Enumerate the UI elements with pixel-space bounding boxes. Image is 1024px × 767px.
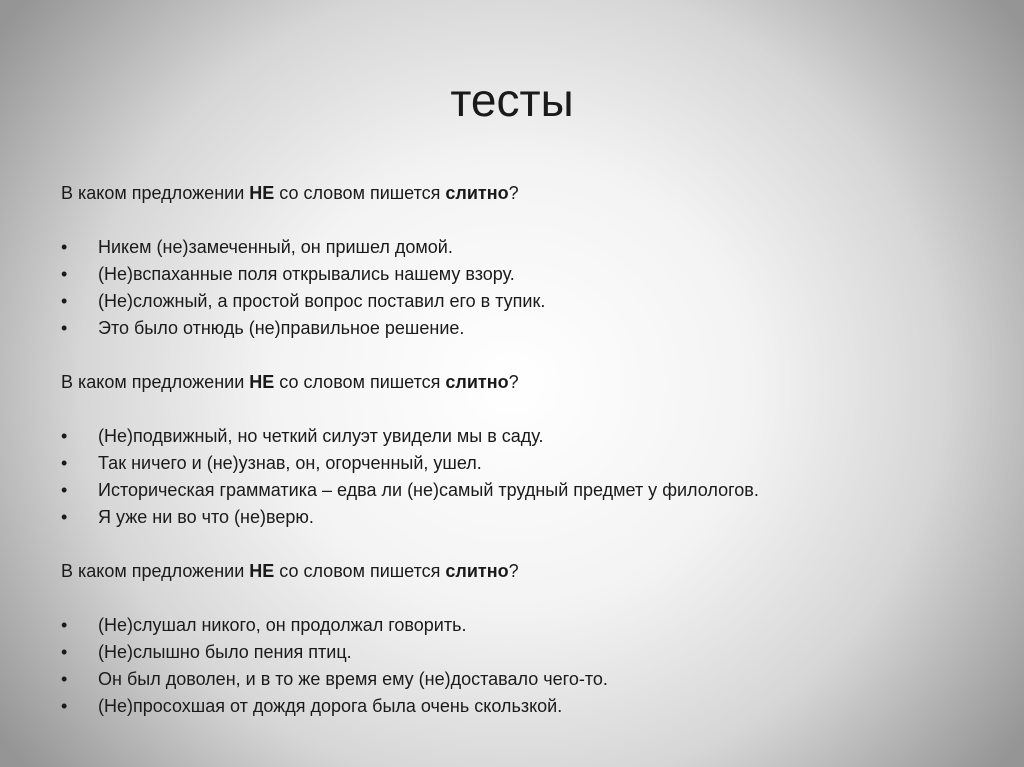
answer-option-text: (Не)подвижный, но четкий силуэт увидели мы в саду.	[98, 426, 544, 446]
spacer	[61, 207, 961, 234]
spacer	[61, 585, 961, 612]
answer-option-text: (Не)слушал никого, он продолжал говорить.	[98, 615, 467, 635]
answer-option-text: Никем (не)замеченный, он пришел домой.	[98, 237, 453, 257]
bullet-icon: •	[61, 291, 68, 311]
question-prompt-bold-slitno: слитно	[445, 372, 509, 392]
answer-option-text: (Не)слышно было пения птиц.	[98, 642, 352, 662]
bullet-icon: •	[61, 480, 68, 500]
question-prompt-text: ?	[508, 183, 519, 203]
question-prompt-text: со словом пишется	[274, 183, 446, 203]
answer-option-text: (Не)сложный, а простой вопрос поставил его в тупик.	[98, 291, 546, 311]
bullet-icon: •	[61, 615, 68, 635]
answer-option-text: (Не)вспаханные поля открывались нашему взору.	[98, 264, 515, 284]
answer-option	[61, 450, 961, 477]
bullet-icon: •	[61, 453, 68, 473]
answer-option-text: Историческая грамматика – едва ли (не)самый трудный предмет у филологов.	[98, 480, 759, 500]
question-3-prompt	[61, 558, 961, 585]
question-prompt-text: ?	[508, 561, 519, 581]
question-prompt-text: со словом пишется	[274, 372, 446, 392]
bullet-icon: •	[61, 237, 68, 257]
answer-option	[61, 639, 961, 666]
answer-option-text: Я уже ни во что (не)верю.	[98, 507, 314, 527]
answer-option	[61, 693, 961, 720]
bullet-icon: •	[61, 696, 68, 716]
answer-option	[61, 666, 961, 693]
answer-option	[61, 477, 961, 504]
bullet-icon: •	[61, 264, 68, 284]
slide-body	[61, 180, 961, 720]
bullet-icon: •	[61, 318, 68, 338]
spacer	[61, 531, 961, 558]
question-prompt-text: В каком предложении	[61, 561, 250, 581]
question-1-prompt	[61, 180, 961, 207]
answer-option	[61, 234, 961, 261]
answer-option-text: Он был доволен, и в то же время ему (не)доставало чего-то.	[98, 669, 608, 689]
question-prompt-bold-ne: НЕ	[249, 183, 275, 203]
bullet-icon: •	[61, 507, 68, 527]
question-prompt-text: ?	[508, 372, 519, 392]
bullet-icon: •	[61, 669, 68, 689]
bullet-icon: •	[61, 426, 68, 446]
spacer	[61, 396, 961, 423]
answer-option-text: Так ничего и (не)узнав, он, огорченный, ушел.	[98, 453, 482, 473]
question-2-prompt	[61, 369, 961, 396]
question-prompt-bold-ne: НЕ	[249, 372, 275, 392]
answer-option	[61, 288, 961, 315]
question-prompt-text: со словом пишется	[274, 561, 446, 581]
answer-option	[61, 261, 961, 288]
question-prompt-bold-ne: НЕ	[249, 561, 275, 581]
answer-option	[61, 315, 961, 342]
question-prompt-bold-slitno: слитно	[445, 183, 509, 203]
answer-option-text: Это было отнюдь (не)правильное решение.	[98, 318, 465, 338]
bullet-icon: •	[61, 642, 68, 662]
answer-option	[61, 612, 961, 639]
spacer	[61, 342, 961, 369]
answer-option	[61, 504, 961, 531]
question-prompt-bold-slitno: слитно	[445, 561, 509, 581]
question-prompt-text: В каком предложении	[61, 372, 250, 392]
answer-option	[61, 423, 961, 450]
slide-title: тесты	[450, 74, 574, 126]
answer-option-text: (Не)просохшая от дождя дорога была очень скользкой.	[98, 696, 563, 716]
question-prompt-text: В каком предложении	[61, 183, 250, 203]
